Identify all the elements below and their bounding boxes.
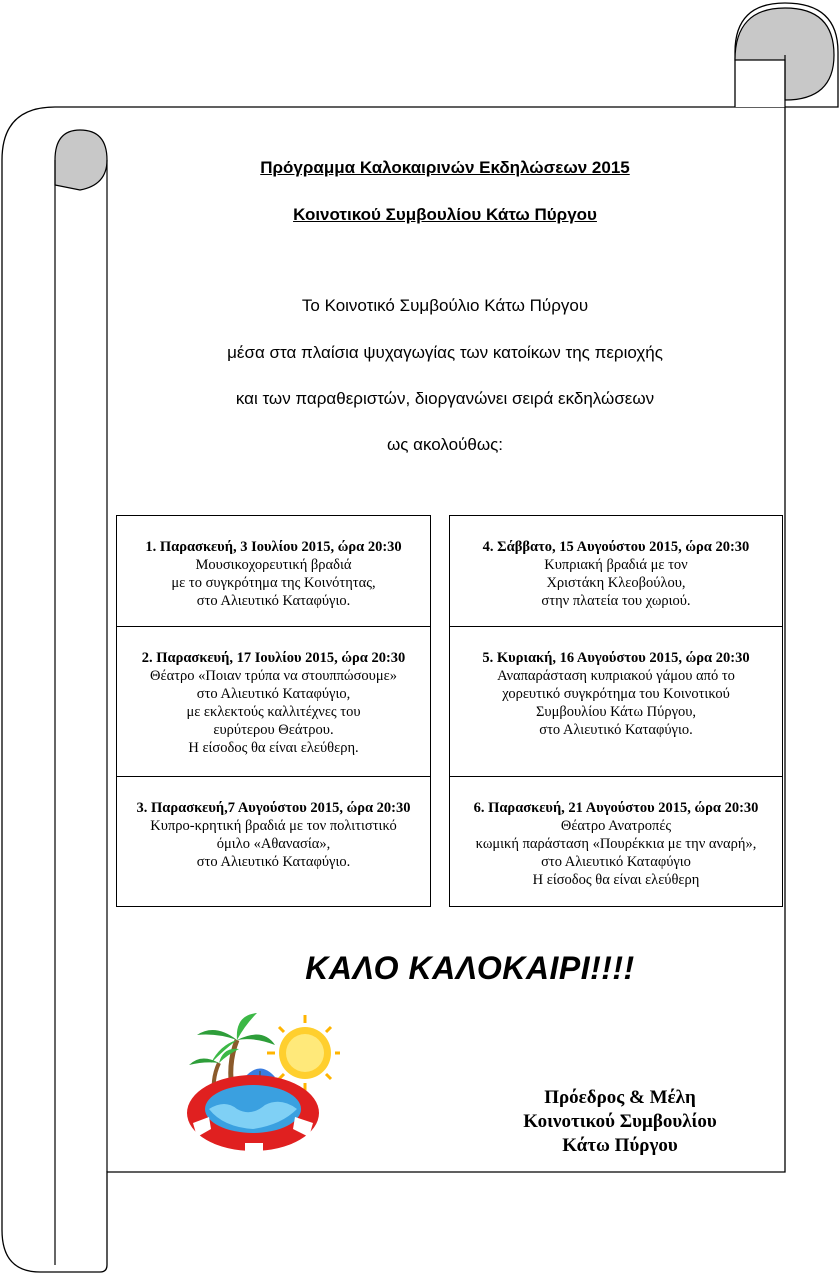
event-line: Κυπρο-κρητική βραδιά με τον πολιτιστικό [150, 818, 397, 834]
intro-line: μέσα στα πλαίσια ψυχαγωγίας των κατοίκων της περιοχής [227, 343, 663, 362]
event-box-5 [449, 626, 783, 777]
signature-block [440, 1086, 800, 1158]
event-title: 4. Σάββατο, 15 Αυγούστου 2015, ώρα 20:30 [482, 539, 750, 555]
signature-line: Πρόεδρος & Μέλη [544, 1087, 696, 1108]
event-box-1 [116, 515, 431, 627]
event-line: στο Αλιευτικό Καταφύγιο. [539, 722, 693, 738]
event-box-4 [449, 515, 783, 627]
event-box-2 [116, 626, 431, 777]
event-line: με το συγκρότημα της Κοινότητας, [171, 575, 376, 591]
event-line: κωμική παράσταση «Πουρέκκια με την αναρή», [475, 836, 757, 852]
event-line: Θέατρο «Ποιαν τρύπα να στουππώσουμε» [150, 668, 397, 684]
program-title: Πρόγραμμα Καλοκαιρινών Εκδηλώσεων 2015 [260, 158, 630, 177]
event-title: 6. Παρασκευή, 21 Αυγούστου 2015, ώρα 20:30 [473, 800, 759, 816]
signature-line: Κάτω Πύργου [562, 1135, 678, 1156]
event-line: με εκλεκτούς καλλιτέχνες του [186, 704, 361, 720]
event-title: 1. Παρασκευή, 3 Ιουλίου 2015, ώρα 20:30 [145, 539, 402, 555]
event-line: Η είσοδος θα είναι ελεύθερη. [188, 740, 359, 756]
event-line: Μουσικοχορευτική βραδιά [195, 557, 352, 573]
event-line: Συμβουλίου Κάτω Πύργου, [535, 704, 697, 720]
event-line: Κυπριακή βραδιά με τον [544, 557, 688, 573]
event-line: στο Αλιευτικό Καταφύγιο. [196, 593, 351, 609]
event-line: στην πλατεία του χωριού. [541, 593, 691, 609]
event-line: Θέατρο Ανατροπές [560, 818, 672, 834]
intro-line: Το Κοινοτικό Συμβούλιο Κάτω Πύργου [301, 296, 589, 315]
event-line: Η είσοδος θα είναι ελεύθερη [532, 872, 700, 888]
council-title: Κοινοτικού Συμβουλίου Κάτω Πύργου [293, 205, 597, 224]
event-box-6 [449, 776, 783, 907]
event-line: στο Αλιευτικό Καταφύγιο [541, 854, 691, 870]
event-title: 2. Παρασκευή, 17 Ιουλίου 2015, ώρα 20:30 [141, 650, 406, 666]
intro-line: ως ακολούθως: [386, 435, 504, 454]
event-line: ευρύτερου Θεάτρου. [213, 722, 334, 738]
event-line: Αναπαράσταση κυπριακού γάμου από το [497, 668, 735, 684]
event-title: 5. Κυριακή, 16 Αυγούστου 2015, ώρα 20:30 [482, 650, 750, 666]
farewell-banner: ΚΑΛΟ ΚΑΛΟΚΑΙΡΙ!!!! [305, 950, 635, 986]
signature-line: Κοινοτικού Συμβουλίου [523, 1111, 717, 1132]
event-title: 3. Παρασκευή,7 Αυγούστου 2015, ώρα 20:30 [136, 800, 411, 816]
event-line: Χριστάκη Κλεοβούλου, [546, 575, 686, 591]
event-line: στο Αλιευτικό Καταφύγιο. [196, 854, 351, 870]
event-box-3 [116, 776, 431, 907]
intro-line: και των παραθεριστών, διοργανώνει σειρά εκδηλώσεων [235, 389, 655, 408]
summer-clipart [175, 1005, 340, 1160]
event-line: στο Αλιευτικό Καταφύγιο, [196, 686, 351, 702]
life-ring-icon [187, 1075, 319, 1151]
event-line: χορευτικό συγκρότημα του Κοινοτικού [502, 686, 730, 702]
event-line: όμιλο «Αθανασία», [216, 836, 331, 852]
